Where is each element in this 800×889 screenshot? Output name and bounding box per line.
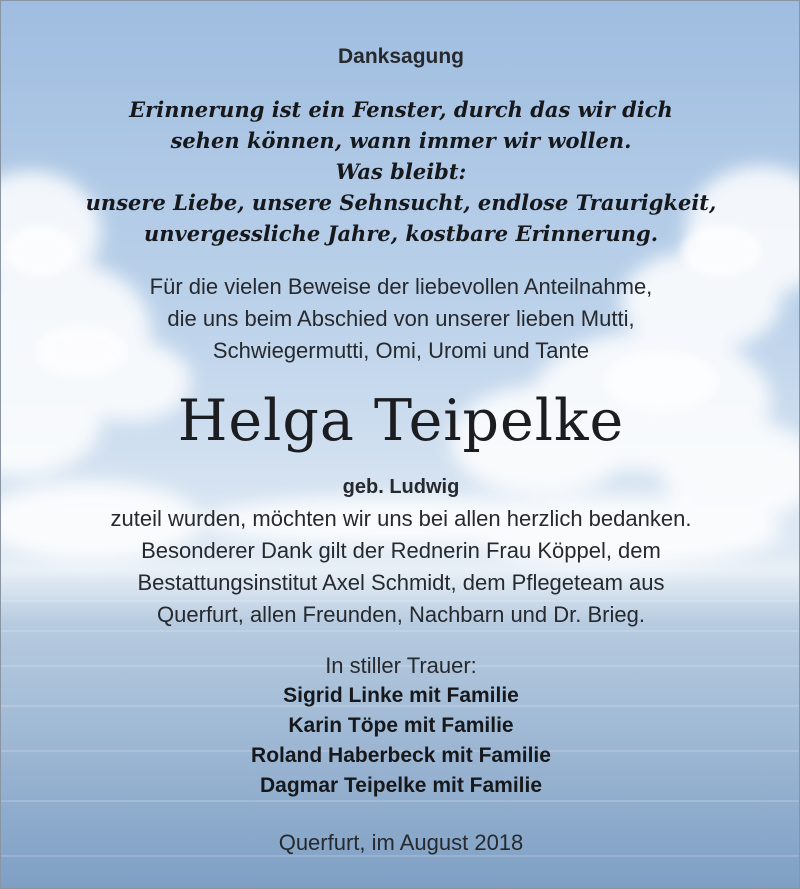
thanks-line: Besonderer Dank gilt der Rednerin Frau Köppel, dem — [141, 538, 661, 563]
mourner-name: Karin Töpe mit Familie — [288, 714, 514, 737]
thanks-line: Bestattungsinstitut Axel Schmidt, dem Pflegeteam aus — [137, 570, 665, 595]
quote-line: unvergessliche Jahre, kostbare Erinnerung. — [143, 221, 659, 246]
mourning-label: In stiller Trauer: — [325, 653, 477, 678]
mourner-name: Dagmar Teipelke mit Familie — [259, 774, 543, 797]
intro-line: Für die vielen Beweise der liebevollen Anteilnahme, — [149, 274, 653, 299]
birth-name: geb. Ludwig — [342, 476, 460, 498]
quote-line: Was bleibt: — [335, 159, 467, 184]
thanks-line: zuteil wurden, möchten wir uns bei allen herzlich bedanken. — [110, 506, 692, 531]
notice-heading: Danksagung — [337, 45, 465, 68]
mourner-name: Roland Haberbeck mit Familie — [251, 744, 551, 767]
quote-line: sehen können, wann immer wir wollen. — [170, 128, 632, 153]
thanks-line: Querfurt, allen Freunden, Nachbarn und Dr. Brieg. — [157, 602, 645, 627]
intro-line: die uns beim Abschied von unserer lieben Mutti, — [167, 306, 635, 331]
place-date: Querfurt, im August 2018 — [278, 830, 524, 855]
intro-line: Schwiegermutti, Omi, Uromi und Tante — [212, 338, 590, 363]
deceased-name: Helga Teipelke — [177, 388, 625, 454]
mourner-name: Sigrid Linke mit Familie — [283, 684, 519, 707]
quote-line: Erinnerung ist ein Fenster, durch das wir dich — [129, 97, 673, 122]
quote-line: unsere Liebe, unsere Sehnsucht, endlose Traurigkeit, — [85, 190, 717, 215]
